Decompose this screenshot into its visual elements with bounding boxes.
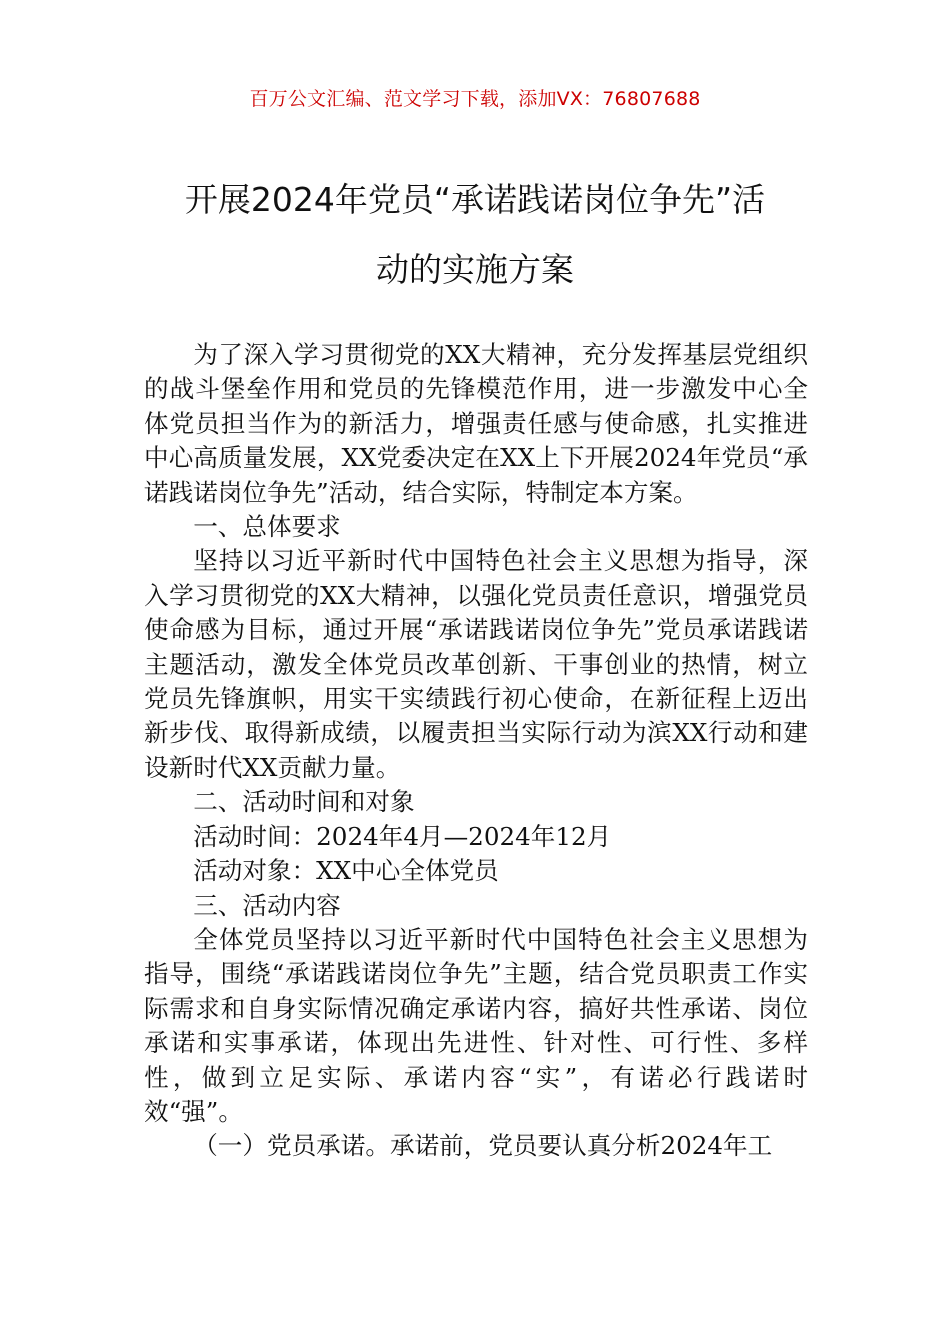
- section-heading-1: 一、总体要求: [193, 512, 341, 542]
- document-body: [144, 338, 808, 1164]
- intro-paragraph: 为了深入学习贯彻党的XX大精神，充分发挥基层党组织的战斗堡垒作用和党员的先锋模范作用，进一步激发中心全体党员担当作为的新活力，增强责任感与使命感，扎实推进中心高质量发展，XX党委决定在XX上下开展2024年党员“承诺践诺岗位争先”活动，结合实际，特制定本方案。: [144, 340, 808, 507]
- watermark-banner: 百万公文汇编、范文学习下载，添加VX：76807688: [249, 88, 701, 110]
- subsection-1-paragraph: （一）党员承诺。承诺前，党员要认真分析2024年工: [193, 1131, 773, 1161]
- activity-time-line: 活动时间：2024年4月—2024年12月: [193, 821, 612, 851]
- activity-target-line: 活动对象：XX中心全体党员: [193, 856, 499, 886]
- section-heading-2: 二、活动时间和对象: [193, 787, 415, 817]
- section-3-paragraph: 全体党员坚持以习近平新时代中国特色社会主义思想为指导，围绕“承诺践诺岗位争先”主题，结合党员职责工作实际需求和自身实际情况确定承诺内容，搞好共性承诺、岗位承诺和实事承诺，体现出先进性、针对性、可行性、多样性，做到立足实际、承诺内容“实”，有诺必行践诺时效“强”。: [144, 924, 808, 1126]
- document-title-line-1: 开展2024年党员“承诺践诺岗位争先”活: [184, 180, 766, 219]
- section-heading-3: 三、活动内容: [193, 890, 341, 920]
- section-1-paragraph: 坚持以习近平新时代中国特色社会主义思想为指导，深入学习贯彻党的XX大精神，以强化党员责任意识，增强党员使命感为目标，通过开展“承诺践诺岗位争先”党员承诺践诺主题活动，激发全体党员改革创新、干事创业的热情，树立党员先锋旗帜，用实干实绩践行初心使命，在新征程上迈出新步伐、取得新成绩，以履责担当实际行动为滨XX行动和建设新时代XX贡献力量。: [144, 546, 808, 782]
- document-title-line-2: 动的实施方案: [376, 250, 574, 289]
